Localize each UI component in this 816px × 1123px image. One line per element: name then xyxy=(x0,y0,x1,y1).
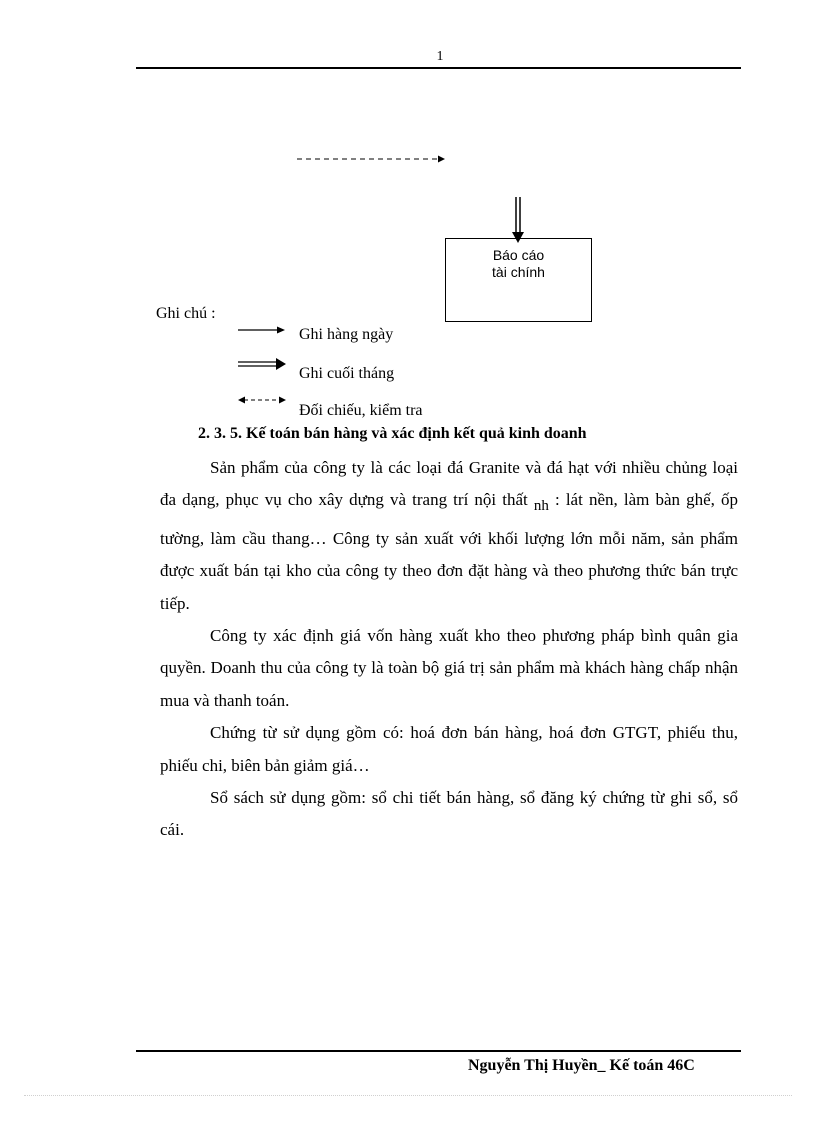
paragraph-products xyxy=(160,452,738,620)
page-number: 1 xyxy=(436,49,444,64)
legend-label-reconcile: Đối chiếu, kiểm tra xyxy=(299,402,423,419)
legend-title: Ghi chú : xyxy=(156,305,216,322)
flow-diagram xyxy=(0,0,816,430)
financial-report-box xyxy=(445,238,592,322)
paragraph-products-part2: : lát nền, làm bàn ghế, ốp tường, làm cầu thang… Công ty sản xuất với khối lượng lớn mỗi năm, sản phẩm được xuất bán tại kho của công ty theo đơn đặt hàng và theo phương thức bán trực tiếp. xyxy=(160,490,739,613)
double-arrow-down-icon xyxy=(512,197,524,243)
legend-label-daily: Ghi hàng ngày xyxy=(299,326,394,343)
dashed-arrow-icon xyxy=(297,156,445,163)
report-box-line2: tài chính xyxy=(492,264,545,280)
legend-label-month-end: Ghi cuối tháng xyxy=(299,365,395,382)
legend-single-arrow-icon xyxy=(238,327,285,334)
report-box-line1: Báo cáo xyxy=(492,247,545,263)
footer-rule xyxy=(136,1050,741,1052)
legend-dashed-double-arrow-icon xyxy=(238,397,286,404)
paragraph-books: Sổ sách sử dụng gồm: sổ chi tiết bán hàng, sổ đăng ký chứng từ ghi sổ, sổ cái. xyxy=(160,788,738,840)
page-bottom-divider xyxy=(24,1095,792,1096)
subscript-nh: nh xyxy=(533,498,549,515)
paragraph-documents: Chứng từ sử dụng gồm có: hoá đơn bán hàng, hoá đơn GTGT, phiếu thu, phiếu chi, biên bản giảm giá… xyxy=(160,723,738,775)
legend-double-arrow-icon xyxy=(238,358,286,370)
section-heading: 2. 3. 5. Kế toán bán hàng và xác định kết quả kinh doanh xyxy=(198,425,587,442)
footer-author: Nguyễn Thị Huyền_ Kế toán 46C xyxy=(468,1057,695,1074)
body-text xyxy=(160,452,738,847)
paragraph-cost: Công ty xác định giá vốn hàng xuất kho theo phương pháp bình quân gia quyền. Doanh thu của công ty là toàn bộ giá trị sản phẩm mà khách hàng chấp nhận mua và thanh toán. xyxy=(160,626,738,710)
paragraph-products-part1: Sản phẩm của công ty là các loại đá Granite và đá hạt với nhiều chủng loại đa dạng, phục vụ cho xây dựng và trang trí nội thất xyxy=(160,458,738,510)
